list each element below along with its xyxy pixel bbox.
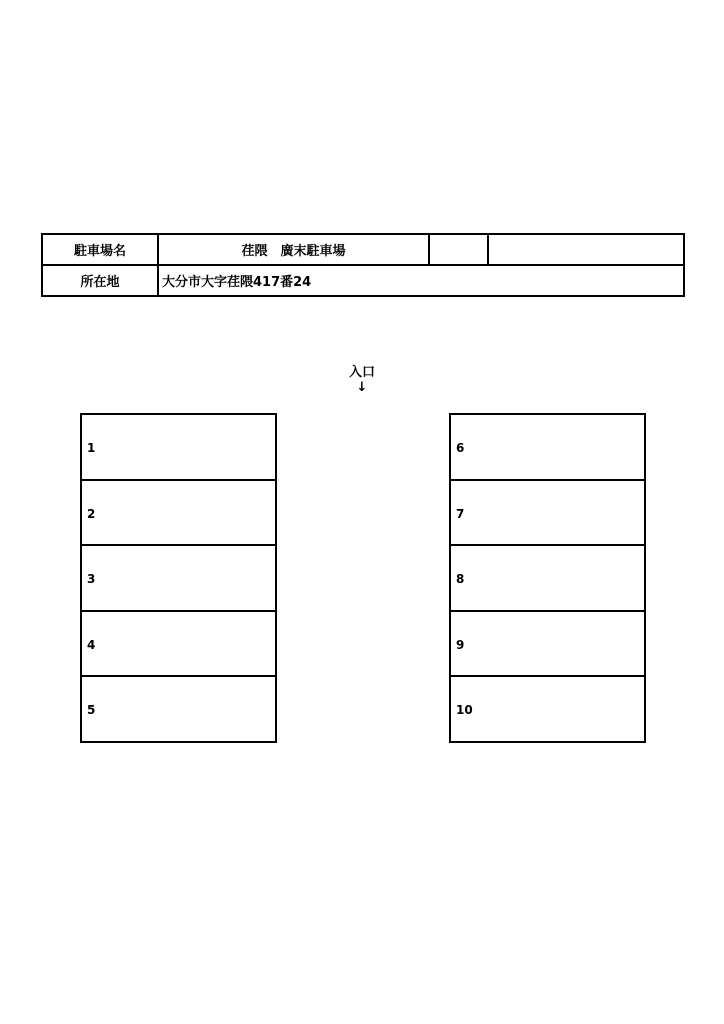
parking-stall-6	[451, 415, 644, 481]
blank-cell-1	[429, 234, 488, 265]
address-value: 大分市大字荏隈417番24	[158, 265, 684, 296]
stall-number: 7	[456, 506, 465, 521]
parking-name-row	[42, 234, 684, 265]
parking-stall-7	[451, 481, 644, 547]
stall-number: 2	[87, 506, 96, 521]
stall-number: 4	[87, 637, 96, 652]
parking-stall-4	[82, 612, 275, 678]
stall-number: 8	[456, 572, 465, 586]
stall-number: 5	[87, 703, 96, 717]
parking-stall-10	[451, 677, 644, 743]
parking-stall-9	[451, 612, 644, 678]
blank-cell-2	[488, 234, 684, 265]
stall-number: 10	[456, 703, 473, 717]
address-label: 所在地	[42, 265, 158, 296]
stall-number: 9	[456, 637, 465, 652]
parking-stall-5	[82, 677, 275, 743]
parking-stall-8	[451, 546, 644, 612]
stall-number: 6	[456, 441, 465, 455]
entrance-label: 入口	[348, 365, 375, 380]
stall-number: 3	[87, 572, 96, 586]
parking-name-value: 荏隈 廣末駐車場	[158, 234, 429, 265]
parking-stall-1	[82, 415, 275, 481]
stall-column-right	[449, 413, 646, 743]
parking-stall-3	[82, 546, 275, 612]
entrance-marker	[340, 365, 384, 395]
parking-info-table	[41, 233, 685, 297]
down-arrow-icon: ↓	[356, 380, 368, 395]
stall-column-left	[80, 413, 277, 743]
parking-stall-2	[82, 481, 275, 547]
parking-name-label: 駐車場名	[42, 234, 158, 265]
address-row	[42, 265, 684, 296]
stall-number: 1	[87, 441, 96, 455]
